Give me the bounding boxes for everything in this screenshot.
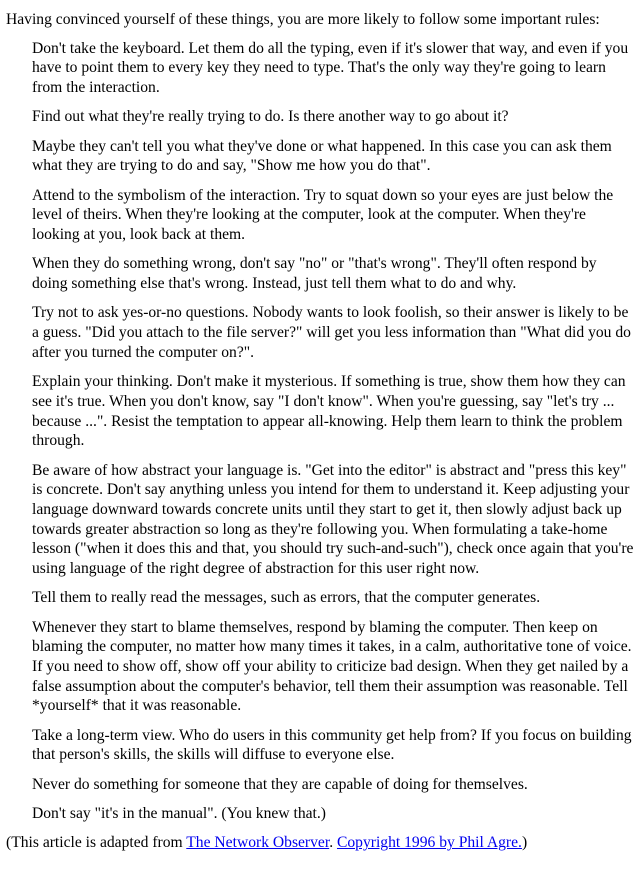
- rule-item: Be aware of how abstract your language is. "Get into the editor" is abstract and "press this key" is concrete. Don't say anything unless you intend for them to understand it. Keep adjusting your language downward towards concrete units until they start to get it, then slowly adjust back up towards greater abstraction so long as they're following you. When formulating a take-home lesson ("when it does this and that, you should try such-and-such"), check once again that you're using language of the right degree of abstraction for this user right now.: [32, 461, 634, 578]
- rule-item: Find out what they're really trying to do. Is there another way to go about it?: [32, 108, 509, 126]
- rule-item: Don't take the keyboard. Let them do all the typing, even if it's slower that way, and even if you have to point them to every key they need to type. That's the only way they're going to learn from the interaction.: [32, 39, 629, 97]
- attribution-footer: [6, 833, 634, 853]
- network-observer-link[interactable]: The Network Observer: [186, 834, 330, 852]
- rule-item: When they do something wrong, don't say "no" or "that's wrong". They'll often respond by doing something else that's wrong. Instead, just tell them what to do and why.: [32, 255, 597, 293]
- intro-paragraph: Having convinced yourself of these things, you are more likely to follow some important rules:: [6, 11, 600, 28]
- rule-item: Explain your thinking. Don't make it mysterious. If something is true, show them how they can see it's true. When you don't know, say "I don't know". When you're guessing, say "let's try ... because ...". Resist the temptation to appear all-knowing. Help them learn to think the problem through.: [32, 373, 626, 450]
- rule-item: Whenever they start to blame themselves, respond by blaming the computer. Then keep on blaming the computer, no matter how many times it takes, in a calm, authoritative tone of voice. If you need to show off, show off your ability to criticize bad design. When they get nailed by a false assumption about the computer's behavior, tell them their assumption was reasonable. Tell *yourself* that it was reasonable.: [32, 618, 632, 715]
- rule-item: Maybe they can't tell you what they've done or what happened. In this case you can ask them what they are trying to do and say, "Show me how you do that".: [32, 137, 612, 175]
- rule-item: Don't say "it's in the manual". (You knew that.): [32, 805, 326, 823]
- rule-item: Try not to ask yes-or-no questions. Nobody wants to look foolish, so their answer is likely to be a guess. "Did you attach to the file server?" will get you less information than "What did you do after you turned the computer on?".: [32, 304, 631, 361]
- rule-item: Take a long-term view. Who do users in this community get help from? If you focus on building that person's skills, the skills will diffuse to everyone else.: [32, 726, 632, 764]
- footer-prefix: (This article is adapted from: [6, 834, 187, 852]
- rule-item: Tell them to really read the messages, such as errors, that the computer generates.: [32, 589, 541, 607]
- rule-item: Attend to the symbolism of the interaction. Try to squat down so your eyes are just below the level of theirs. When they're looking at the computer, look at the computer. When they're looking at you, look back at them.: [32, 186, 614, 244]
- rule-item: Never do something for someone that they are capable of doing for themselves.: [32, 775, 528, 793]
- copyright-link[interactable]: Copyright 1996 by Phil Agre.: [336, 834, 522, 852]
- footer-separator: .: [329, 834, 337, 852]
- footer-suffix: ): [521, 834, 528, 852]
- rules-list: [6, 39, 634, 824]
